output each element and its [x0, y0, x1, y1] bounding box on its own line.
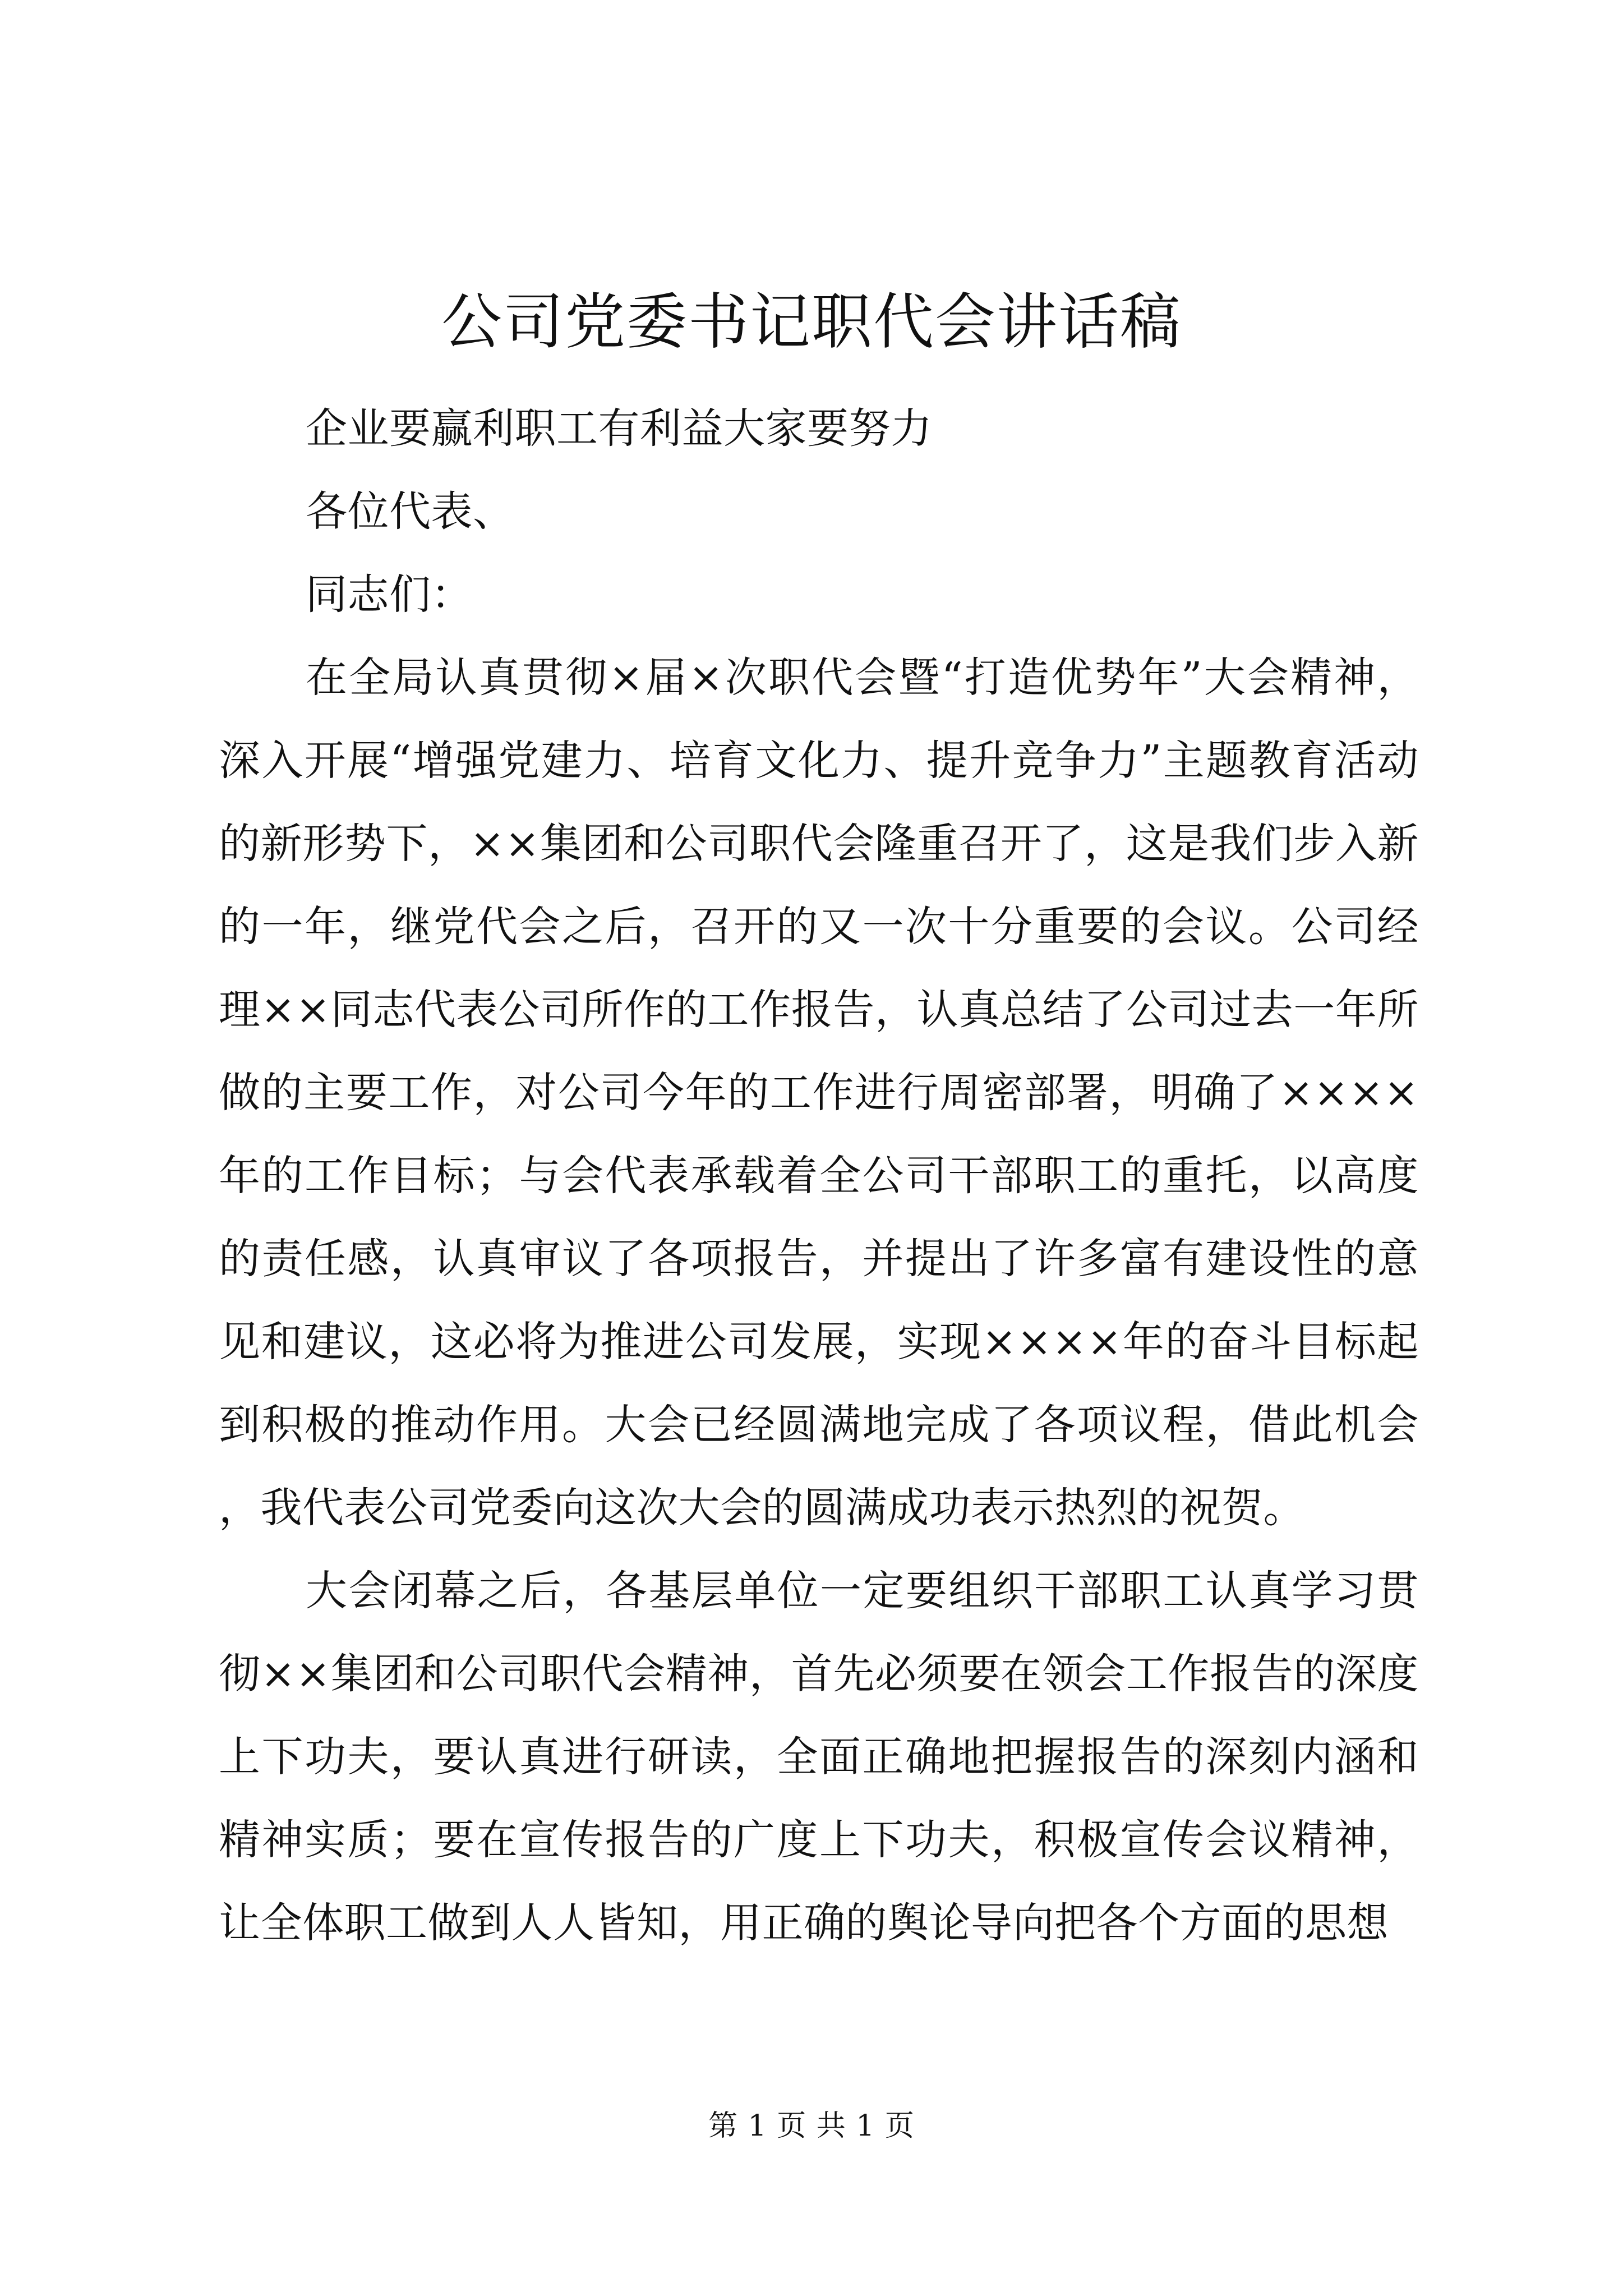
paragraph-body-2: 大会闭幕之后，各基层单位一定要组织干部职工认真学习贯彻××集团和公司职代会精神，首先必须要在领会工作报告的深度上下功夫，要认真进行研读，全面正确地把握报告的深刻内涵和精神实质；要在宣传报告的广度上下功夫，积极宣传会议精神，让全体职工做到人人皆知，用正确的舆论导向把各个方面的思想: [219, 1567, 1419, 1947]
paragraph-salutation-2: 同志们：: [306, 570, 473, 619]
paragraph-body-1: 在全局认真贯彻×届×次职代会暨“打造优势年”大会精神，深入开展“增强党建力、培育文化力、提升竞争力”主题教育活动的新形势下，××集团和公司职代会隆重召开了，这是我们步入新的一年，继党代会之后，召开的又一次十分重要的会议。公司经理××同志代表公司所作的工作报告，认真总结了公司过去一年所做的主要工作，对公司今年的工作进行周密部署，明确了××××年的工作目标；与会代表承载着全公司干部职工的重托，以高度的责任感，认真审议了各项报告，并提出了许多富有建设性的意见和建议，这必将为推进公司发展，实现××××年的奋斗目标起到积极的推动作用。大会已经圆满地完成了各项议程，借此机会，我代表公司党委向这次大会的圆满成功表示热烈的祝贺。: [219, 654, 1419, 1532]
document-body: [219, 387, 1419, 1964]
paragraph-subtitle: 企业要赢利职工有利益大家要努力: [306, 404, 933, 453]
page-footer: 第 1 页 共 1 页: [708, 2109, 915, 2143]
document-title: 公司党委书记职代会讲话稿: [441, 287, 1182, 357]
paragraph-salutation-1: 各位代表、: [306, 487, 515, 536]
